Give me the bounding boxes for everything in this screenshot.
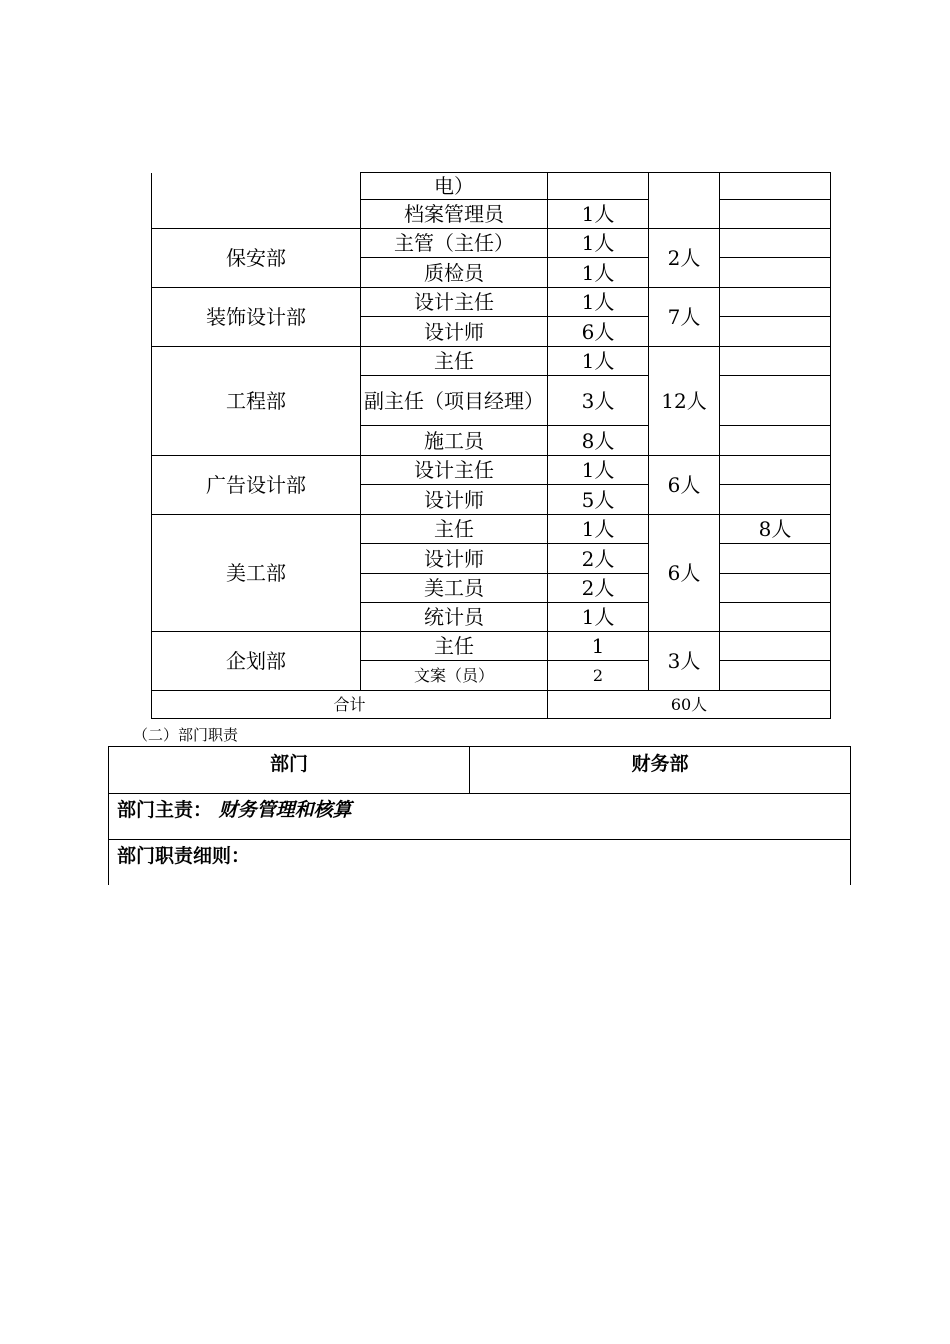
table-row [152,173,831,200]
position-cell: 主管（主任） [361,229,548,258]
position-cell: 统计员 [361,603,548,632]
position-cell: 文案（员） [361,661,548,691]
extra-cell [720,347,831,376]
count-cell: 5人 [548,485,649,515]
count-cell: 1人 [548,229,649,258]
count-cell: 6人 [548,317,649,347]
main-duty-cell [109,794,851,840]
dept-cell: 美工部 [152,515,361,632]
main-duty-value: 财务管理和核算 [218,799,352,821]
extra-cell [720,173,831,200]
count-cell: 2人 [548,544,649,574]
extra-cell [720,426,831,456]
position-cell: 质检员 [361,258,548,288]
position-cell: 施工员 [361,426,548,456]
position-cell: 设计师 [361,317,548,347]
extra-cell [720,258,831,288]
extra-cell [720,229,831,258]
count-cell: 1人 [548,200,649,229]
table-row [152,632,831,661]
table-row [109,794,851,840]
dept-cell: 工程部 [152,347,361,456]
total-cell: 7人 [649,288,720,347]
detail-label: 部门职责细则： [109,840,851,886]
dept-cell [152,173,361,229]
count-cell: 1人 [548,603,649,632]
section-caption: （二）部门职责 [133,726,239,744]
position-cell: 副主任（项目经理） [361,376,548,426]
extra-cell [720,632,831,661]
count-cell: 1人 [548,515,649,544]
table-row [152,515,831,544]
dept-value: 财务部 [470,747,851,794]
count-cell: 8人 [548,426,649,456]
extra-cell [720,288,831,317]
table-row [152,456,831,485]
extra-cell [720,456,831,485]
total-label: 合计 [152,691,548,719]
count-cell: 3人 [548,376,649,426]
count-cell: 1人 [548,456,649,485]
position-cell: 主任 [361,347,548,376]
count-cell: 2人 [548,574,649,603]
extra-cell: 8人 [720,515,831,544]
extra-cell [720,603,831,632]
table-row [109,840,851,886]
total-row [152,691,831,719]
dept-cell: 保安部 [152,229,361,288]
extra-cell [720,376,831,426]
extra-cell [720,544,831,574]
total-cell: 2人 [649,229,720,288]
total-value: 60人 [548,691,831,719]
staff-table [151,172,831,719]
count-cell: 1人 [548,347,649,376]
extra-cell [720,200,831,229]
extra-cell [720,317,831,347]
position-cell: 设计师 [361,544,548,574]
main-duty-label: 部门主责： [117,799,213,821]
count-cell: 1 [548,632,649,661]
total-cell: 12人 [649,347,720,456]
count-cell: 2 [548,661,649,691]
duty-table [108,746,851,885]
count-cell: 1人 [548,288,649,317]
position-cell: 设计师 [361,485,548,515]
table-row [109,747,851,794]
extra-cell [720,574,831,603]
position-cell: 美工员 [361,574,548,603]
total-cell: 6人 [649,456,720,515]
dept-label: 部门 [109,747,470,794]
position-cell: 电） [361,173,548,200]
total-cell [649,173,720,229]
table-row [152,347,831,376]
extra-cell [720,661,831,691]
extra-cell [720,485,831,515]
dept-cell: 企划部 [152,632,361,691]
total-cell: 6人 [649,515,720,632]
position-cell: 档案管理员 [361,200,548,229]
table-row [152,288,831,317]
position-cell: 主任 [361,515,548,544]
position-cell: 设计主任 [361,456,548,485]
table-row [152,229,831,258]
dept-cell: 广告设计部 [152,456,361,515]
position-cell: 设计主任 [361,288,548,317]
count-cell [548,173,649,200]
dept-cell: 装饰设计部 [152,288,361,347]
total-cell: 3人 [649,632,720,691]
position-cell: 主任 [361,632,548,661]
count-cell: 1人 [548,258,649,288]
